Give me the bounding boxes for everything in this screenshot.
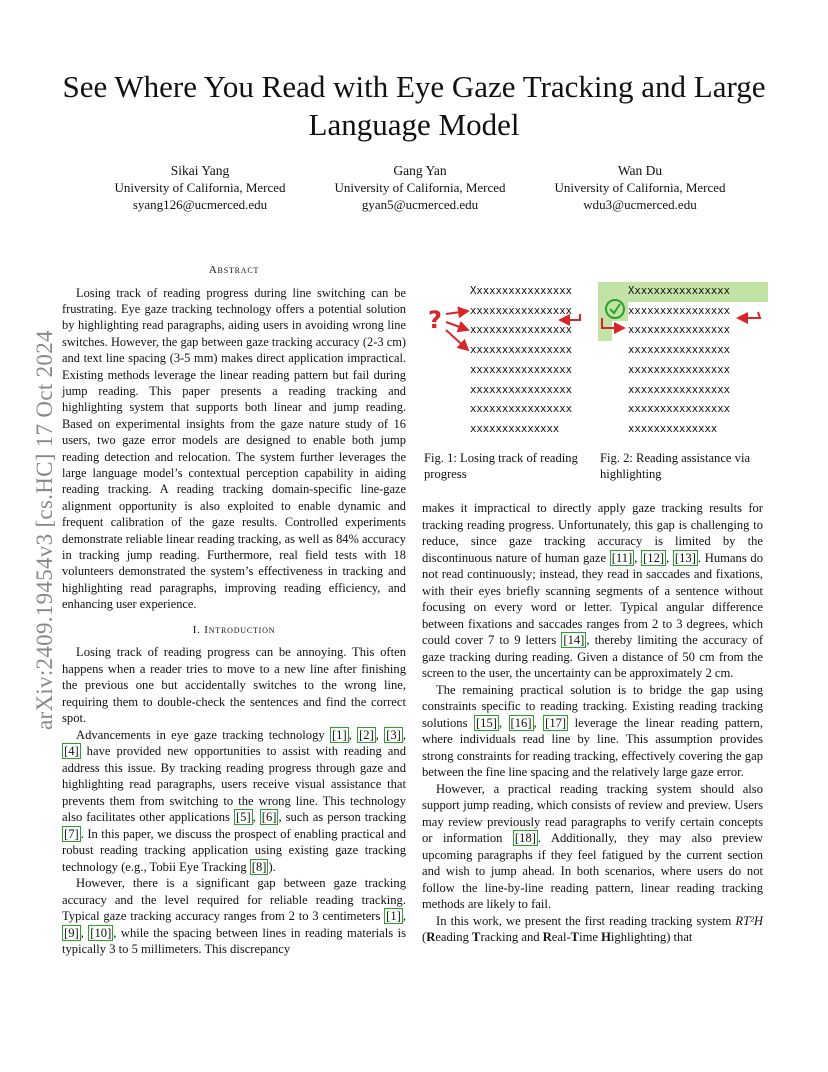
figure-1-caption: Fig. 1: Losing track of reading progress [424, 451, 578, 481]
citation-link[interactable]: [18] [514, 831, 536, 845]
author-affiliation: University of California, Merced [554, 180, 726, 195]
arxiv-sidebar [10, 290, 57, 730]
author-1 [90, 162, 310, 213]
citation-link[interactable]: [4] [64, 744, 79, 759]
text: . Humans do not read continuously; instead, they read in saccades and fixations, with their eyes briefly scanning segments of a sentence without focusing on every word or letter. Typical angular difference between fixations and saccades ranges from 2 to 3 degrees, which could cover 7 to 9 letters [422, 550, 764, 647]
text: makes it impractical to directly apply gaze tracking results for tracking reading progress. Unfortunately, this gap is challenging to reduce, since gaze tracking accuracy is limited by the discontinuous nature of human gaze [422, 501, 763, 565]
fig1-arrows [420, 282, 592, 452]
author-name: Sikai Yang [170, 163, 230, 178]
fig2-line: xxxxxxxxxxxxxxxx [628, 363, 731, 376]
right-column [422, 500, 763, 946]
citation-link[interactable]: [8] [251, 859, 267, 874]
citation-link[interactable]: [11] [611, 550, 633, 565]
text: racking and [480, 930, 543, 944]
bold-letter: R [542, 930, 552, 944]
fig1-line: xxxxxxxxxxxxxxxx [470, 403, 573, 416]
fig2-markers [598, 282, 768, 452]
check-circle-icon [606, 300, 624, 318]
author-2 [310, 162, 530, 213]
citation-link[interactable]: [16] [510, 715, 532, 730]
text: Advancements in eye gaze tracking technology [76, 727, 330, 742]
fig1-line: xxxxxxxxxxxxxxxx [470, 363, 573, 376]
citation-link[interactable]: [14] [563, 633, 585, 647]
intro-paragraph-3: However, there is a significant gap between gaze tracking accuracy and the level required for reliable reading tracking. Typical gaze tracking accuracy ranges from 2 to 3 centimeters [1] , [9] , [10] , while the spacing between lines in reading materials is typically 3 to 5 millimeters. This discrepancy [62, 876, 407, 957]
citation-link[interactable]: [12] [643, 550, 665, 565]
figure-2 [598, 282, 768, 440]
fig2-line: xxxxxxxxxxxxxxxx [628, 344, 731, 357]
text: , while the spacing between lines in reading materials is typically 3 to 5 millimeters. This discrepancy [62, 925, 407, 957]
figure-1 [420, 282, 592, 440]
intro-paragraph-2: Advancements in eye gaze tracking technology [1] , [2] , [3] , [4] have provided new opportunities to assist with reading and address this issue. By tracking reading progress through gaze and highlighting read paragraphs, users receive visual assistance that prevents them from switching to the wrong line. This technology also facilitates other applications [5] , [6] , such as person tracking [7] . In this paper, we discuss the prospect of enabling practical and robust reading tracking application using existing gaze tracking technology (e.g., Tobii Eye Tracking [8] ). [62, 727, 407, 874]
citation-link[interactable]: [3] [386, 727, 401, 742]
text: . Additionally, they may also preview upcoming paragraphs if they feel fatigued by the current section and wish to jump ahead. In both scenarios, where users do not follow the line-by-line reading pattern, linear reading tracking methods are likely to fail. [422, 831, 763, 911]
fig1-line: xxxxxxxxxxxxxxxx [470, 304, 573, 317]
text: ). [268, 859, 276, 874]
citation-link[interactable]: [9] [64, 925, 79, 940]
intro-paragraph-1: Losing track of reading progress can be annoying. This often happens when a reader tries to move to a new line after finishing the previous one but accidentally switches to the wrong line, requiring them to double-check the sentences and find the correct spot. [62, 645, 406, 726]
gaze-arrow [446, 330, 468, 350]
bold-letter: R [426, 930, 436, 944]
author-name: Wan Du [617, 163, 663, 178]
fig2-line: xxxxxxxxxxxxxxxx [628, 383, 731, 396]
arxiv-id: arXiv:2409.19454v3 [cs.HC] 17 Oct 2024 [32, 330, 57, 730]
section-heading: I. Introduction [192, 623, 276, 636]
question-mark-icon: ? [428, 306, 442, 334]
author-block [90, 162, 750, 213]
text: ( [422, 930, 427, 944]
return-arrow [738, 312, 760, 318]
right-paragraph-2: The remaining practical solution is to bridge the gap using constraints specific to reading tracking. Existing reading tracking solutions [15] , [16] , [17] leverage the linear reading pattern, where individuals read line by line. This assumption provides strong constraints for reading tracking, effectively covering the gap between the fine line spacing and the relatively large gaze error. [422, 682, 763, 779]
abstract-heading: Abstract [208, 264, 260, 276]
text: leverage the linear reading pattern, where individuals read line by line. This assumption provides strong constraints for reading tracking, effectively covering the gap between the fine line spacing and the relatively large gaze error. [422, 715, 763, 779]
fig2-line: xxxxxxxxxxxxxx [628, 422, 718, 435]
right-paragraph-3 [422, 781, 763, 913]
text: , such as person tracking [278, 810, 407, 825]
bold-letter: T [570, 930, 580, 944]
system-name: RT²H [735, 913, 763, 928]
text: , thereby limiting the accuracy of gaze tracking during reading. Given a distance of 50 cm from the screen to the user, the uncertainty can be approximately 2 cm. [422, 633, 764, 680]
fig2-line: xxxxxxxxxxxxxxxx [628, 403, 731, 416]
fig2-line-text: xxxxxxxxxxxxxxxx [628, 324, 731, 337]
left-column [62, 262, 406, 958]
gaze-arrow [446, 322, 468, 330]
citation-link[interactable]: [13] [674, 550, 696, 565]
text: . In this paper, we discuss the prospect of enabling practical and robust reading tracking application using existing gaze tracking technology (e.g., Tobii Eye Tracking [62, 826, 406, 874]
check-mark-icon [610, 304, 620, 313]
bold-letter: H [601, 930, 611, 944]
fig1-line: xxxxxxxxxxxxxxxx [470, 324, 573, 337]
line-switch-arrow [602, 318, 624, 328]
text: have provided new opportunities to assist with reading and address this issue. By tracking reading progress through gaze and highlighting read paragraphs, users receive visual assistance that prevents them from switching to the wrong line. This technology also facilitates other applications [62, 744, 406, 825]
fig1-line: Xxxxxxxxxxxxxxxx [470, 285, 573, 297]
text: eading [435, 930, 473, 944]
text: The remaining practical solution is to bridge the gap using constraints specific to reading tracking. Existing reading tracking solutions [422, 682, 763, 730]
fig2-line-highlighted: Xxxxxxxxxxxxxxxx [598, 282, 768, 302]
author-affiliation: University of California, Merced [114, 180, 286, 195]
citation-link[interactable]: [6] [261, 810, 277, 825]
citation-link[interactable]: [1] [386, 909, 401, 924]
text: However, a practical reading tracking system should also support jump reading, which consists of review and preview. Users may review previously read paragraphs to verify certain concepts or information [422, 781, 763, 845]
abstract-text: Losing track of reading progress during line switching can be frustrating. Eye gaze tracking technology offers a potential solution by highlighting read paragraphs, aiding users in avoiding wrong line switches. However, the gap between gaze tracking accuracy (2-3 cm) and text line spacing (3-5 mm) makes direct application impractical. Existing methods leverage the linear reading pattern but fail during jump reading. This paper presents a reading tracking and highlighting system that supports both linear and jump reading. Based on experimental insights from the gaze nature study of 16 users, two gaze error models are designed to enable both jump reading detection and relocation. The system further leverages the large language model’s contextual perception capability in aiding reading tracking. A reading tracking domain-specific line-gaze alignment opportunity is also exploited to enable dynamic and frequent calibration of the gaze results. Controlled experiments demonstrate reliable linear reading tracking, as well as 84% accuracy in tracking jump reading. Furthermore, real field tests with 18 volunteers demonstrated the system’s effectiveness in tracking and highlighting read paragraphs, improving reading efficiency, and enhancing user experience. [62, 285, 406, 612]
author-email: gyan5@ucmerced.edu [361, 197, 479, 212]
fig1-line: xxxxxxxxxxxxxxxx [470, 344, 573, 357]
text: ighlighting) that [610, 930, 693, 944]
fig2-line-text: xxxxxxxxxxxxxxxx [628, 304, 731, 317]
fig1-line: xxxxxxxxxxxxxx [470, 422, 560, 435]
author-email: wdu3@ucmerced.edu [583, 197, 697, 212]
abstract [62, 285, 406, 613]
bold-letter: T [472, 930, 481, 944]
text: ime [579, 930, 602, 944]
text: In this work, we present the first reading tracking system [436, 913, 736, 928]
author-name: Gang Yan [393, 163, 447, 178]
author-email: syang126@ucmerced.edu [132, 197, 268, 212]
citation-link[interactable]: [1] [331, 727, 347, 742]
citation-link[interactable]: [15] [475, 715, 497, 730]
citation-link[interactable]: [5] [235, 810, 251, 825]
author-affiliation: University of California, Merced [334, 180, 506, 195]
author-3 [530, 162, 750, 213]
citation-link[interactable]: [2] [359, 727, 374, 742]
gaze-arrow [446, 311, 468, 314]
citation-link[interactable]: [17] [545, 715, 567, 730]
fig1-line: xxxxxxxxxxxxxxxx [470, 383, 573, 396]
right-paragraph-1: makes it impractical to directly apply gaze tracking results for tracking reading progress. Unfortunately, this gap is challenging to reduce, since gaze tracking accuracy is limited by the discontinuous nature of human gaze [11] , [12] , [13] . Humans do not read continuously; instead, they read in saccades and fixations, with their eyes briefly scanning segments of a sentence without focusing on every word or letter. Typical angular difference between fixations and saccades ranges from 2 to 3 degrees, which could cover 7 to 9 letters [14] , thereby limiting the accuracy of gaze tracking during reading. Given a distance of 50 cm from the screen to the user, the uncertainty can be approximately 2 cm. [422, 501, 764, 680]
figure-2-caption: Fig. 2: Reading assistance via highlighting [600, 451, 751, 481]
return-arrow [560, 314, 580, 320]
text: eal- [551, 930, 571, 944]
citation-link[interactable]: [10] [90, 925, 112, 940]
citation-link[interactable]: [7] [64, 826, 79, 841]
right-paragraph-4 [422, 913, 763, 946]
text: However, there is a significant gap between gaze tracking accuracy and the level required for reliable reading tracking. Typical gaze tracking accuracy ranges from 2 to 3 centimeters [62, 876, 406, 924]
paper-title: See Where You Read with Eye Gaze Tracking and Large Language Model [62, 69, 766, 142]
